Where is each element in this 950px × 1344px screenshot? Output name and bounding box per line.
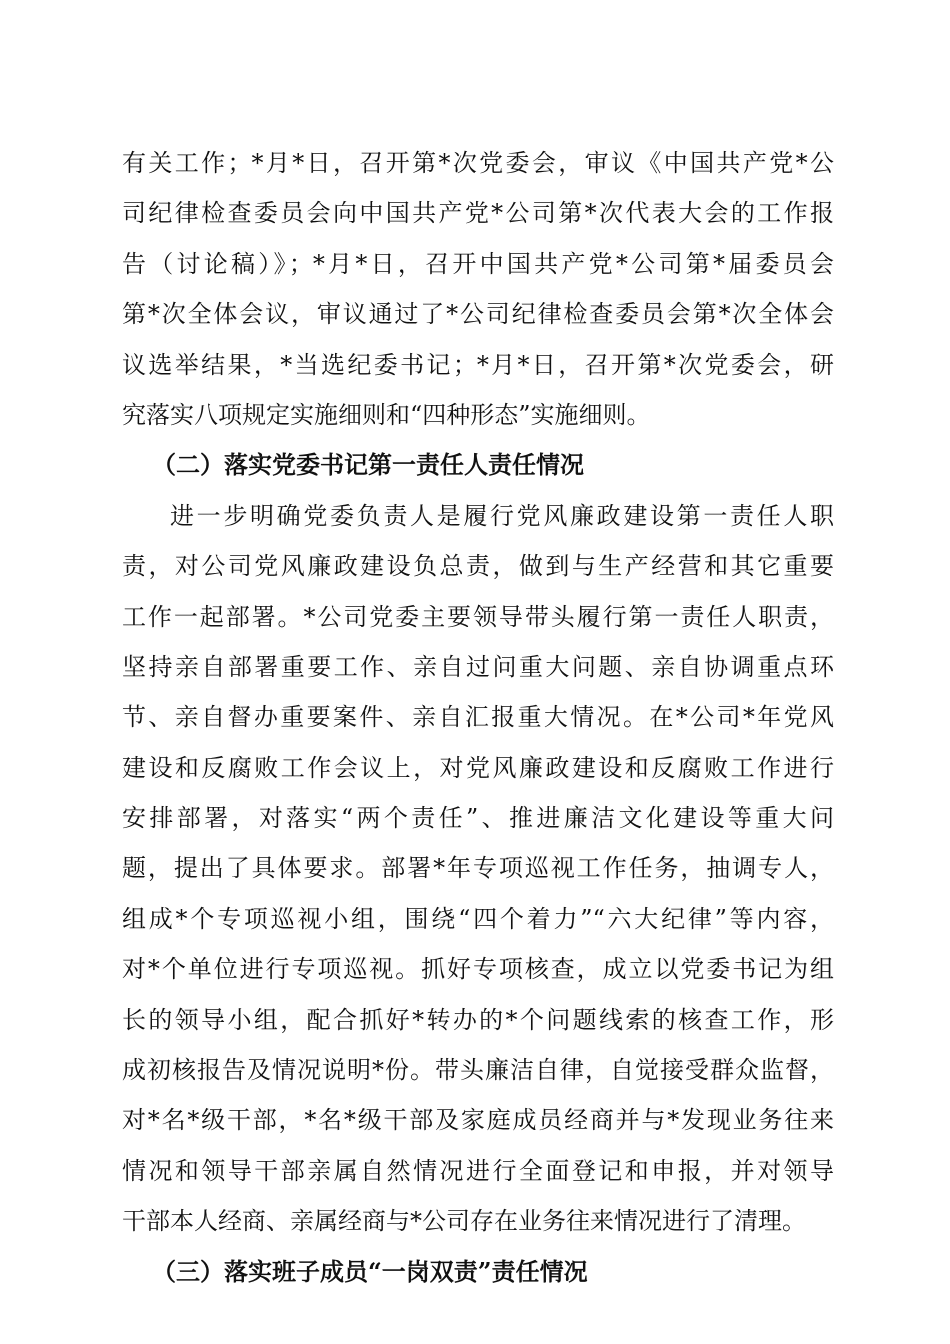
- text-line: 对*名*级干部，*名*级干部及家庭成员经商并与*发现业务往来: [122, 1106, 834, 1135]
- text-line: 长的领导小组，配合抓好*转办的*个问题线索的核查工作，形: [122, 1005, 834, 1034]
- text-line: 议选举结果，*当选纪委书记；*月*日，召开第*次党委会，研: [122, 350, 834, 379]
- text-line: 节、亲自督办重要案件、亲自汇报重大情况。在*公司*年党风: [122, 703, 834, 732]
- document-body: [122, 138, 834, 1297]
- section-heading-3: （三）落实班子成员“一岗双责”责任情况: [152, 1256, 588, 1286]
- text-line: 情况和领导干部亲属自然情况进行全面登记和申报，并对领导: [122, 1156, 834, 1185]
- text-line: 究落实八项规定实施细则和“四种形态”实施细则。: [122, 400, 651, 429]
- text-line: 坚持亲自部署重要工作、亲自过问重大问题、亲自协调重点环: [122, 652, 834, 681]
- paragraph-continued: [122, 138, 834, 440]
- paragraph-party-secretary-responsibility: [122, 491, 834, 1247]
- text-line: 司纪律检查委员会向中国共产党*公司第*次代表大会的工作报: [122, 199, 834, 228]
- text-line: 工作一起部署。*公司党委主要领导带头履行第一责任人职责，: [122, 602, 834, 631]
- text-line: 干部本人经商、亲属经商与*公司存在业务往来情况进行了清理。: [122, 1207, 806, 1236]
- text-line: 对*个单位进行专项巡视。抓好专项核查，成立以党委书记为组: [122, 955, 834, 984]
- text-line: 题，提出了具体要求。部署*年专项巡视工作任务，抽调专人，: [122, 854, 834, 883]
- text-line: 组成*个专项巡视小组，围绕“四个着力”“六大纪律”等内容，: [122, 904, 834, 933]
- text-line: 安排部署，对落实“两个责任”、推进廉洁文化建设等重大问: [122, 804, 834, 833]
- text-line: 第*次全体会议，审议通过了*公司纪律检查委员会第*次全体会: [122, 300, 834, 329]
- text-line: 进一步明确党委负责人是履行党风廉政建设第一责任人职: [170, 501, 834, 530]
- text-line: 责，对公司党风廉政建设负总责，做到与生产经营和其它重要: [122, 552, 834, 581]
- text-line: 告（讨论稿）》；*月*日，召开中国共产党*公司第*届委员会: [122, 249, 834, 278]
- section-heading-2: （二）落实党委书记第一责任人责任情况: [152, 450, 584, 480]
- text-line: 建设和反腐败工作会议上，对党风廉政建设和反腐败工作进行: [122, 753, 834, 782]
- text-line: 有关工作；*月*日，召开第*次党委会，审议《中国共产党*公: [122, 149, 834, 177]
- text-line: 成初核报告及情况说明*份。带头廉洁自律，自觉接受群众监督，: [122, 1056, 834, 1085]
